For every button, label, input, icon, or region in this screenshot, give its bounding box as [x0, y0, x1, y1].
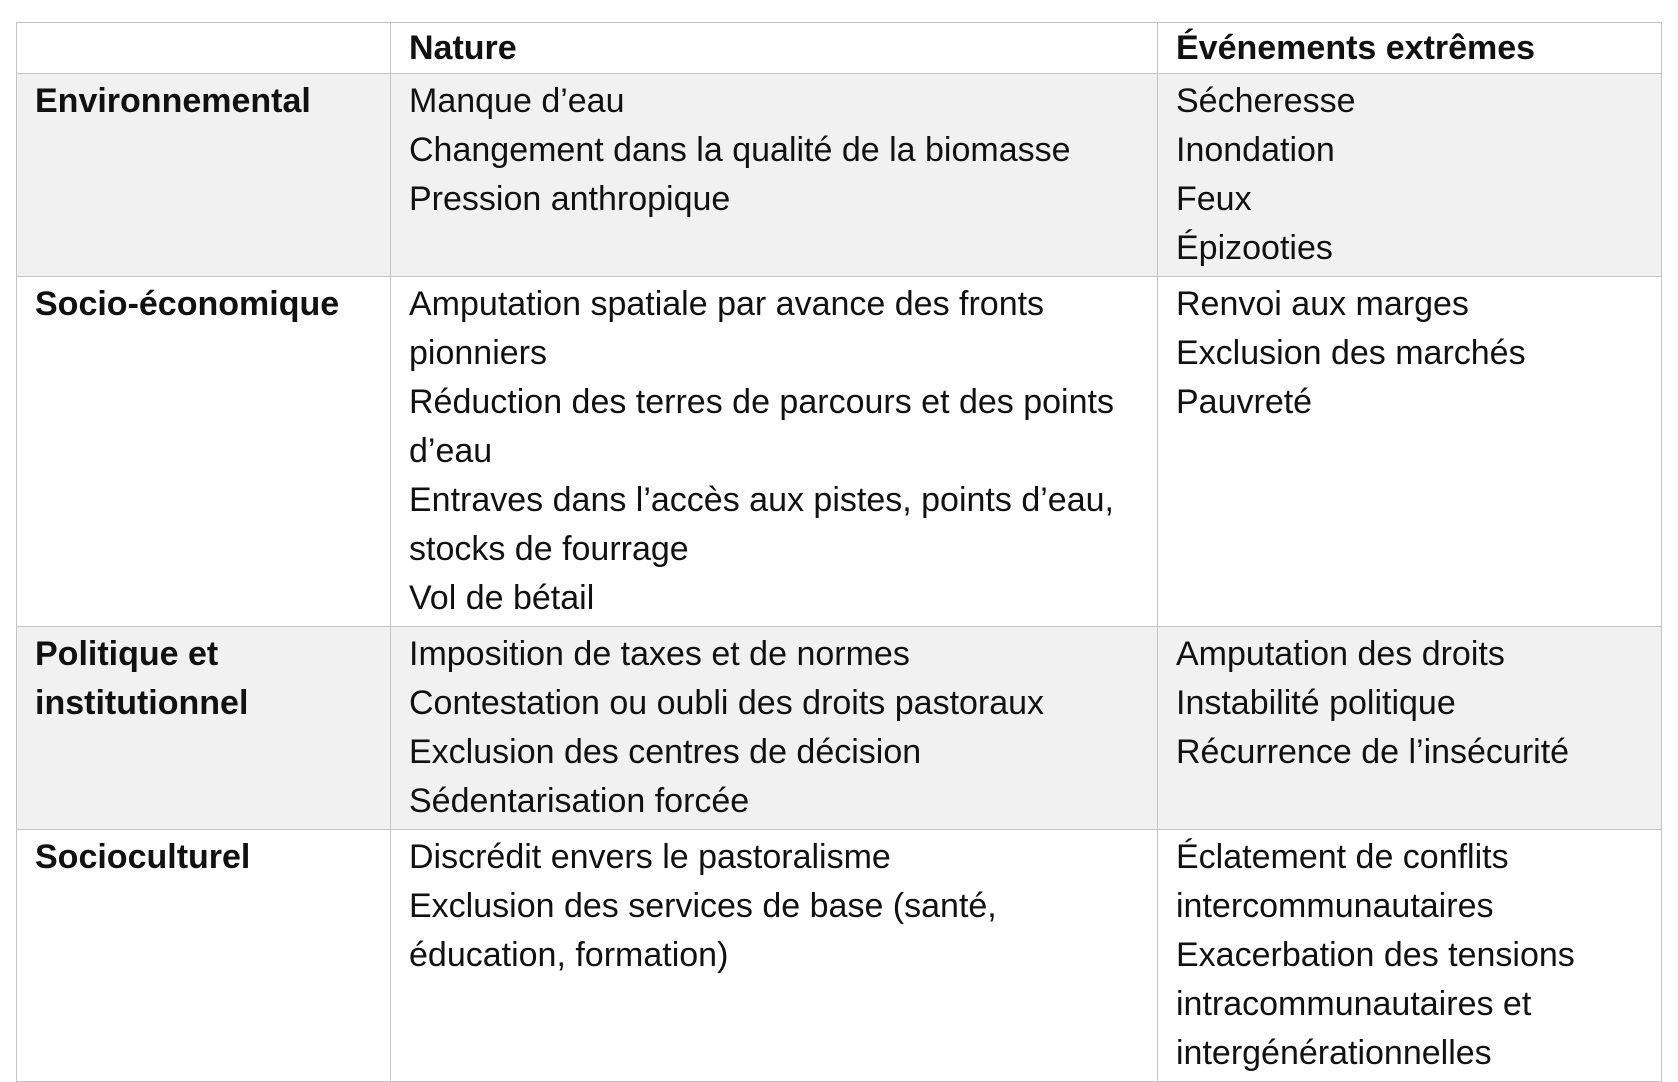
- table-row: [17, 627, 1662, 830]
- event-item: Inondation: [1176, 131, 1335, 169]
- event-item: Exclusion des marchés: [1176, 334, 1526, 372]
- event-item: Renvoi aux marges: [1176, 285, 1469, 323]
- dimension-cell: [17, 74, 391, 277]
- event-item: Récurrence de l’insécurité: [1176, 733, 1570, 771]
- events-cell: [1158, 277, 1662, 627]
- dimension-cell: [17, 277, 391, 627]
- events-cell: [1158, 830, 1662, 1082]
- nature-cell: [391, 830, 1158, 1082]
- header-dimension: [17, 23, 391, 74]
- event-item: Sécheresse: [1176, 82, 1356, 120]
- table-header-row: [17, 23, 1662, 74]
- nature-item: Sédentarisation forcée: [409, 782, 750, 820]
- risk-table: [16, 22, 1662, 1082]
- event-item: Éclatement de conflits intercommunautaires: [1176, 838, 1509, 925]
- nature-cell: [391, 627, 1158, 830]
- table-row: [17, 830, 1662, 1082]
- events-cell: [1158, 627, 1662, 830]
- nature-item: Réduction des terres de parcours et des points d’eau: [409, 383, 1114, 470]
- nature-item: Manque d’eau: [409, 82, 625, 120]
- dimension-label: Socio-économique: [35, 285, 340, 323]
- nature-item: Changement dans la qualité de la biomasse: [409, 131, 1071, 169]
- event-item: Feux: [1176, 180, 1252, 218]
- nature-item: Contestation ou oubli des droits pastoraux: [409, 684, 1045, 722]
- event-item: Pauvreté: [1176, 383, 1313, 421]
- nature-cell: [391, 277, 1158, 627]
- events-cell: [1158, 74, 1662, 277]
- nature-item: Discrédit envers le pastoralisme: [409, 838, 891, 876]
- dimension-label: Socioculturel: [35, 838, 251, 876]
- nature-item: Exclusion des services de base (santé, éducation, formation): [409, 887, 997, 974]
- dimension-cell: [17, 627, 391, 830]
- event-item: Amputation des droits: [1176, 635, 1505, 673]
- dimension-label: Politique et institutionnel: [35, 635, 249, 722]
- nature-cell: [391, 74, 1158, 277]
- header-nature: Nature: [391, 23, 1158, 74]
- event-item: Exacerbation des tensions intracommunautaires et intergénérationnelles: [1176, 936, 1575, 1072]
- nature-item: Amputation spatiale par avance des fronts pionniers: [409, 285, 1045, 372]
- nature-item: Imposition de taxes et de normes: [409, 635, 910, 673]
- event-item: Épizooties: [1176, 229, 1333, 267]
- dimension-label: Environnemental: [35, 82, 311, 120]
- header-events: Événements extrêmes: [1158, 23, 1662, 74]
- table-row: [17, 74, 1662, 277]
- nature-item: Entraves dans l’accès aux pistes, points d’eau, stocks de fourrage: [409, 481, 1114, 568]
- nature-item: Vol de bétail: [409, 579, 595, 617]
- dimension-cell: [17, 830, 391, 1082]
- table-row: [17, 277, 1662, 627]
- nature-item: Pression anthropique: [409, 180, 731, 218]
- nature-item: Exclusion des centres de décision: [409, 733, 922, 771]
- event-item: Instabilité politique: [1176, 684, 1456, 722]
